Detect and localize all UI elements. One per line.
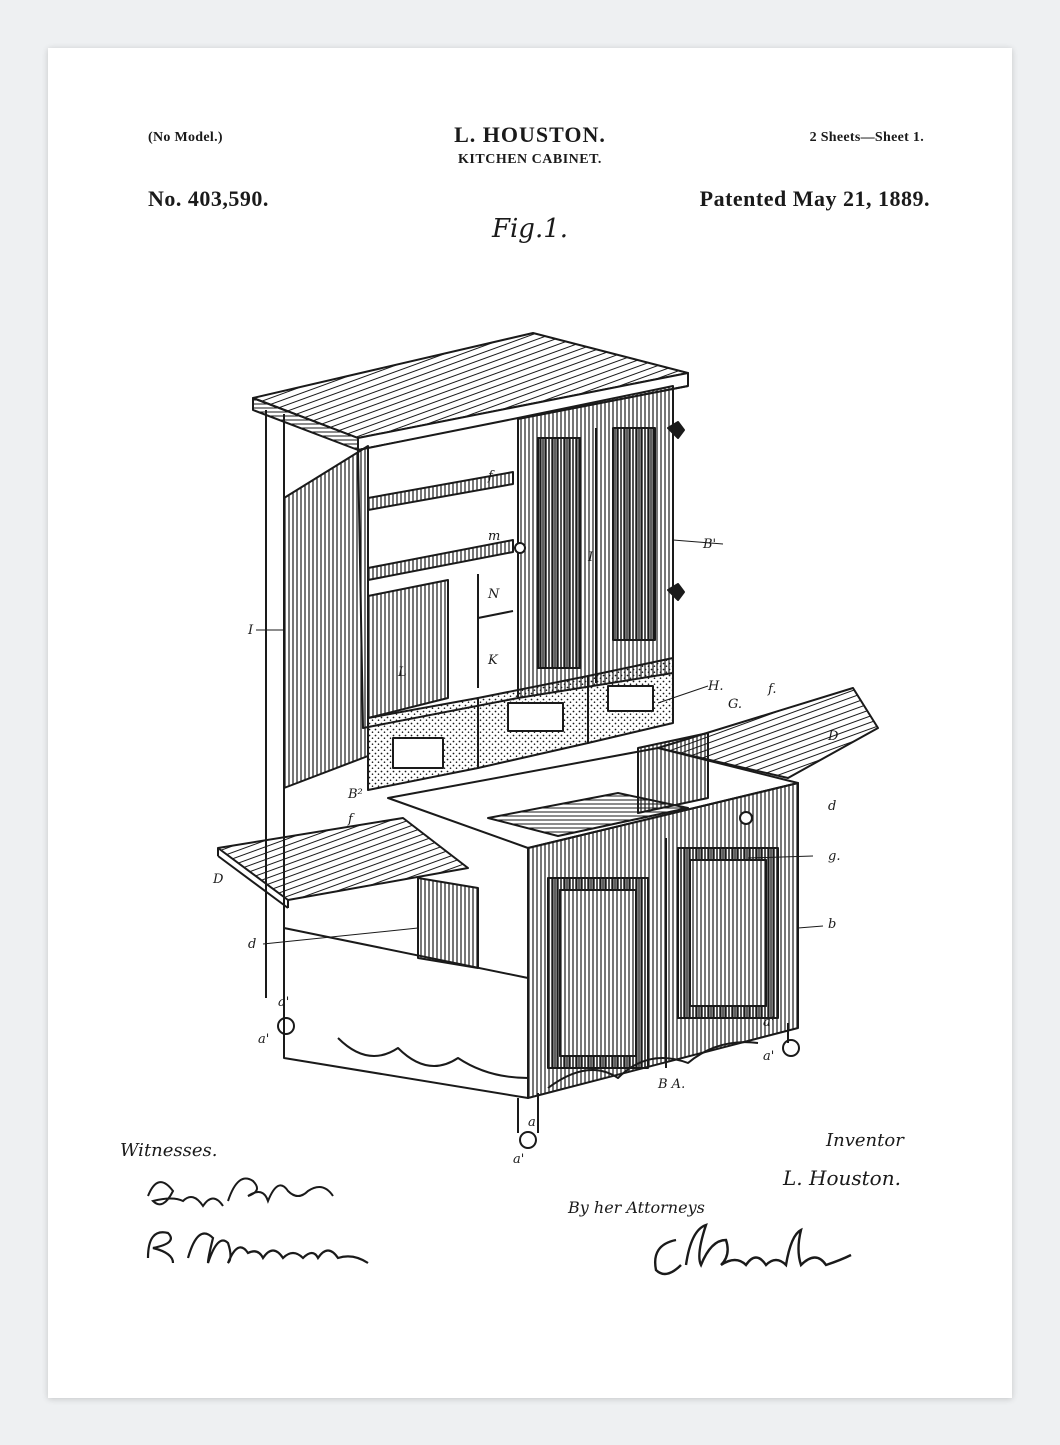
svg-text:B': B' [703,537,717,552]
witness-2-signature [138,1218,418,1273]
svg-text:f: f [348,812,353,827]
patent-sheet [48,48,1012,1398]
attorney-signature [646,1220,896,1280]
svg-text:D: D [828,729,839,744]
svg-text:g.: g. [828,849,841,864]
no-model-note: (No Model.) [148,130,223,145]
svg-text:H.: H. [708,679,724,694]
svg-text:a': a' [278,995,290,1010]
attorneys-label: By her Attorneys [568,1198,705,1217]
witness-1-signature [138,1166,358,1216]
svg-text:f.: f. [768,682,777,697]
svg-text:a': a' [763,1015,775,1030]
svg-text:K: K [488,653,498,668]
patent-date: Patented May 21, 1889. [699,186,930,211]
svg-text:B A.: B A. [658,1077,686,1092]
patent-number: No. 403,590. [148,186,269,211]
svg-text:G.: G. [728,697,743,712]
svg-text:d: d [828,799,837,814]
svg-text:a': a' [763,1049,775,1064]
svg-text:m: m [488,529,501,544]
inventor-heading: L. HOUSTON. [454,122,606,147]
svg-text:L: L [398,665,407,680]
svg-text:D: D [213,872,224,887]
svg-text:a': a' [258,1032,270,1047]
svg-text:d: d [248,937,257,952]
svg-text:b: b [828,917,837,932]
figure-label: Fig.1. [491,214,569,244]
svg-text:f: f [488,469,493,484]
invention-title: KITCHEN CABINET. [458,152,602,167]
svg-text:B²: B² [348,787,363,802]
svg-text:N: N [488,587,500,602]
sheet-count: 2 Sheets—Sheet 1. [809,130,924,145]
svg-text:I: I [248,623,254,638]
inventor-label: Inventor [826,1130,904,1151]
inventor-signature: L. Houston. [783,1166,901,1190]
cabinet-drawing [188,278,888,1167]
witnesses-label: Witnesses. [120,1140,218,1161]
svg-text:a: a [528,1115,536,1130]
svg-text:a': a' [513,1152,525,1167]
svg-text:I: I [588,550,594,565]
